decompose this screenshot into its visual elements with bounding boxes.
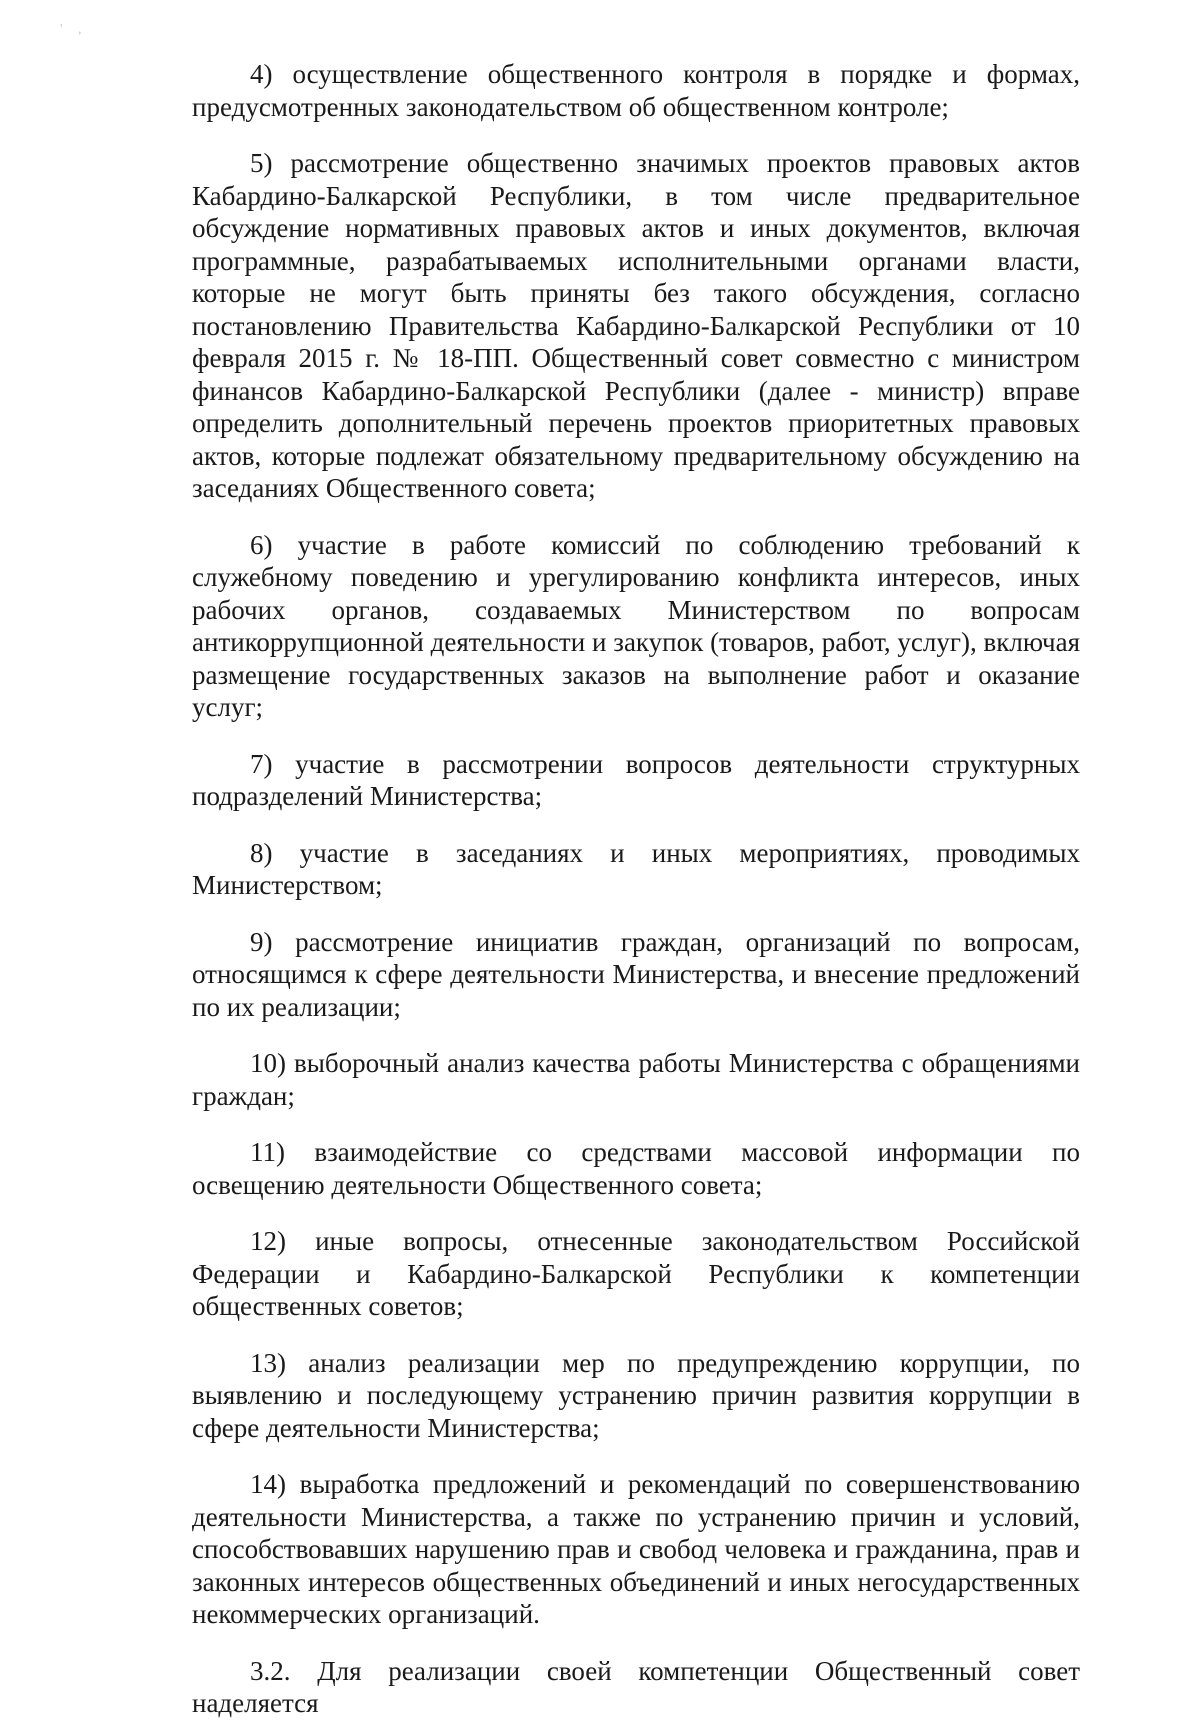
paragraph-item-5: 5) рассмотрение общественно значимых проектов правовых актов Кабардино-Балкарской Республики, в том числе предварительное обсуждение нормативных правовых актов и иных документов, включая программные, разрабатываемых исполнительными органами власти, которые не могут быть приняты без такого обсуждения, согласно постановлению Правительства Кабардино-Балкарской Республики от 10 февраля 2015 г. № 18-ПП. Общественный совет совместно с министром финансов Кабардино-Балкарской Республики (далее - министр) вправе определить дополнительный перечень проектов приоритетных правовых актов, которые подлежат обязательному предварительному обсуждению на заседаниях Общественного совета; <box>192 148 1080 503</box>
paragraph-item-9: 9) рассмотрение инициатив граждан, организаций по вопросам, относящимся к сфере деятельности Министерства, и внесение предложений по их реализации; <box>192 926 1080 1022</box>
paragraph-item-4: 4) осуществление общественного контроля в порядке и формах, предусмотренных законодательством об общественном контроле; <box>192 59 1080 122</box>
paragraph-item-10: 10) выборочный анализ качества работы Министерства с обращениями граждан; <box>192 1048 1080 1111</box>
paragraph-section-3-2: 3.2. Для реализации своей компетенции Общественный совет наделяется <box>192 1655 1080 1718</box>
paragraph-item-12: 12) иные вопросы, отнесенные законодательством Российской Федерации и Кабардино-Балкарской Республики к компетенции общественных советов; <box>192 1226 1080 1321</box>
paragraph-item-11: 11) взаимодействие со средствами массовой информации по освещению деятельности Общественного совета; <box>192 1137 1080 1200</box>
paragraph-item-13: 13) анализ реализации мер по предупреждению коррупции, по выявлению и последующему устранению причин развития коррупции в сфере деятельности Министерства; <box>192 1347 1080 1443</box>
scan-mark: ' , <box>60 22 88 37</box>
paragraph-item-8: 8) участие в заседаниях и иных мероприятиях, проводимых Министерством; <box>192 837 1080 900</box>
paragraph-item-6: 6) участие в работе комиссий по соблюдению требований к служебному поведению и урегулированию конфликта интересов, иных рабочих органов, создаваемых Министерством по вопросам антикоррупционной деятельности и закупок (товаров, работ, услуг), включая размещение государственных заказов на выполнение работ и оказание услуг; <box>192 529 1080 722</box>
document-body <box>192 58 1080 1720</box>
paragraph-item-7: 7) участие в рассмотрении вопросов деятельности структурных подразделений Министерства; <box>192 748 1080 811</box>
paragraph-item-14: 14) выработка предложений и рекомендаций по совершенствованию деятельности Министерства, а также по устранению причин и условий, способствовавших нарушению прав и свобод человека и гражданина, прав и законных интересов общественных объединений и иных негосударственных некоммерческих организаций. <box>192 1469 1080 1629</box>
